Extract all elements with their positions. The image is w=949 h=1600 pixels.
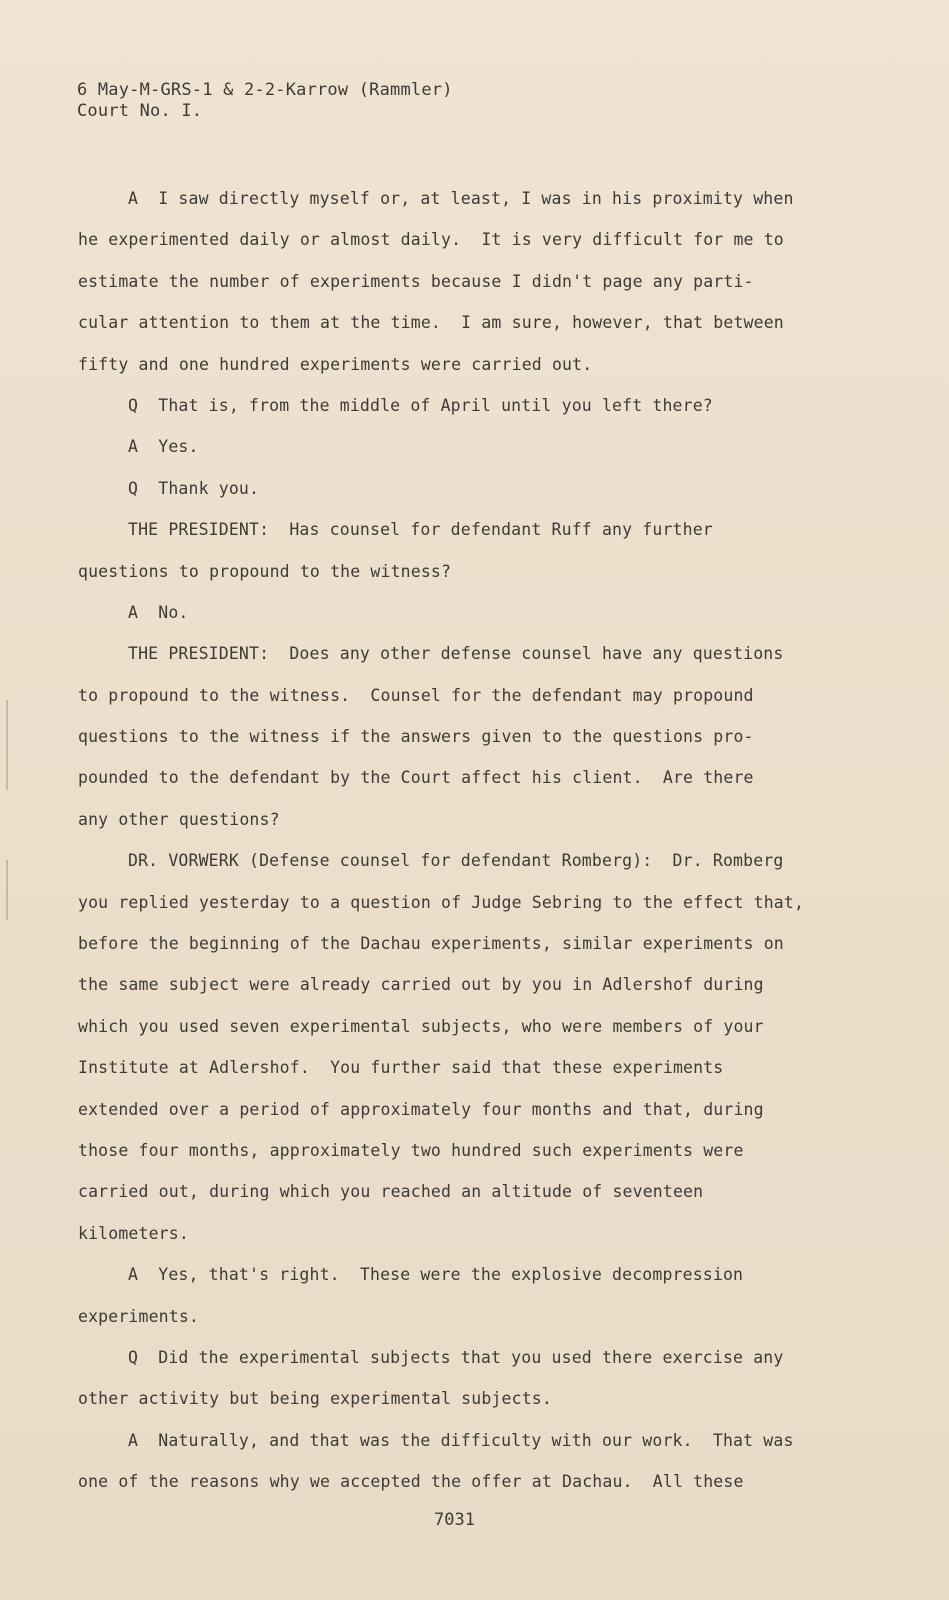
transcript-line: A Naturally, and that was the difficulty with our work. That was [128, 1430, 794, 1450]
header-reference: 6 May-M-GRS-1 & 2-2-Karrow (Rammler) [77, 80, 453, 100]
transcript-line: any other questions? [78, 809, 280, 829]
transcript-line: estimate the number of experiments because I didn't page any parti- [78, 271, 754, 291]
transcript-line: A No. [128, 602, 189, 622]
transcript-line: he experimented daily or almost daily. It is very difficult for me to [78, 230, 784, 250]
transcript-line: other activity but being experimental subjects. [78, 1389, 552, 1409]
transcript-line: A Yes. [128, 437, 199, 457]
transcript-line: DR. VORWERK (Defense counsel for defendant Romberg): Dr. Romberg [128, 851, 784, 871]
margin-binding-mark [6, 700, 8, 790]
transcript-line: those four months, approximately two hundred such experiments were [78, 1140, 744, 1160]
transcript-line: carried out, during which you reached an altitude of seventeen [78, 1182, 704, 1202]
transcript-line: kilometers. [78, 1223, 189, 1243]
transcript-line: cular attention to them at the time. I am sure, however, that between [78, 313, 784, 333]
page-number: 7031 [434, 1510, 475, 1530]
transcript-line: Q Did the experimental subjects that you used there exercise any [128, 1347, 784, 1367]
margin-binding-mark [6, 860, 8, 920]
transcript-line: one of the reasons why we accepted the offer at Dachau. All these [78, 1472, 744, 1492]
transcript-line: A Yes, that's right. These were the explosive decompression [128, 1265, 744, 1285]
header-court: Court No. I. [77, 101, 203, 121]
transcript-line: the same subject were already carried out by you in Adlershof during [78, 975, 764, 995]
transcript-line: you replied yesterday to a question of Judge Sebring to the effect that, [78, 892, 805, 912]
transcript-line: Q That is, from the middle of April until you left there? [128, 395, 713, 415]
transcript-line: questions to the witness if the answers given to the questions pro- [78, 727, 754, 747]
transcript-line: to propound to the witness. Counsel for the defendant may propound [78, 685, 754, 705]
transcript-line: questions to propound to the witness? [78, 561, 452, 581]
transcript-line: pounded to the defendant by the Court affect his client. Are there [78, 768, 754, 788]
document-header [77, 80, 453, 122]
transcript-line: A I saw directly myself or, at least, I was in his proximity when [128, 189, 794, 208]
transcript-line: experiments. [78, 1306, 200, 1326]
transcript-line: fifty and one hundred experiments were carried out. [78, 354, 593, 374]
transcript-line: Institute at Adlershof. You further said that these experiments [78, 1058, 724, 1078]
transcript-line: THE PRESIDENT: Has counsel for defendant Ruff any further [128, 520, 713, 540]
transcript-line: which you used seven experimental subjects, who were members of your [78, 1016, 764, 1036]
transcript-line: THE PRESIDENT: Does any other defense counsel have any questions [128, 644, 784, 664]
transcript-body [78, 178, 838, 1503]
transcript-line: Q Thank you. [128, 478, 260, 498]
transcript-line: extended over a period of approximately four months and that, during [78, 1099, 764, 1119]
transcript-line: before the beginning of the Dachau experiments, similar experiments on [78, 934, 784, 954]
